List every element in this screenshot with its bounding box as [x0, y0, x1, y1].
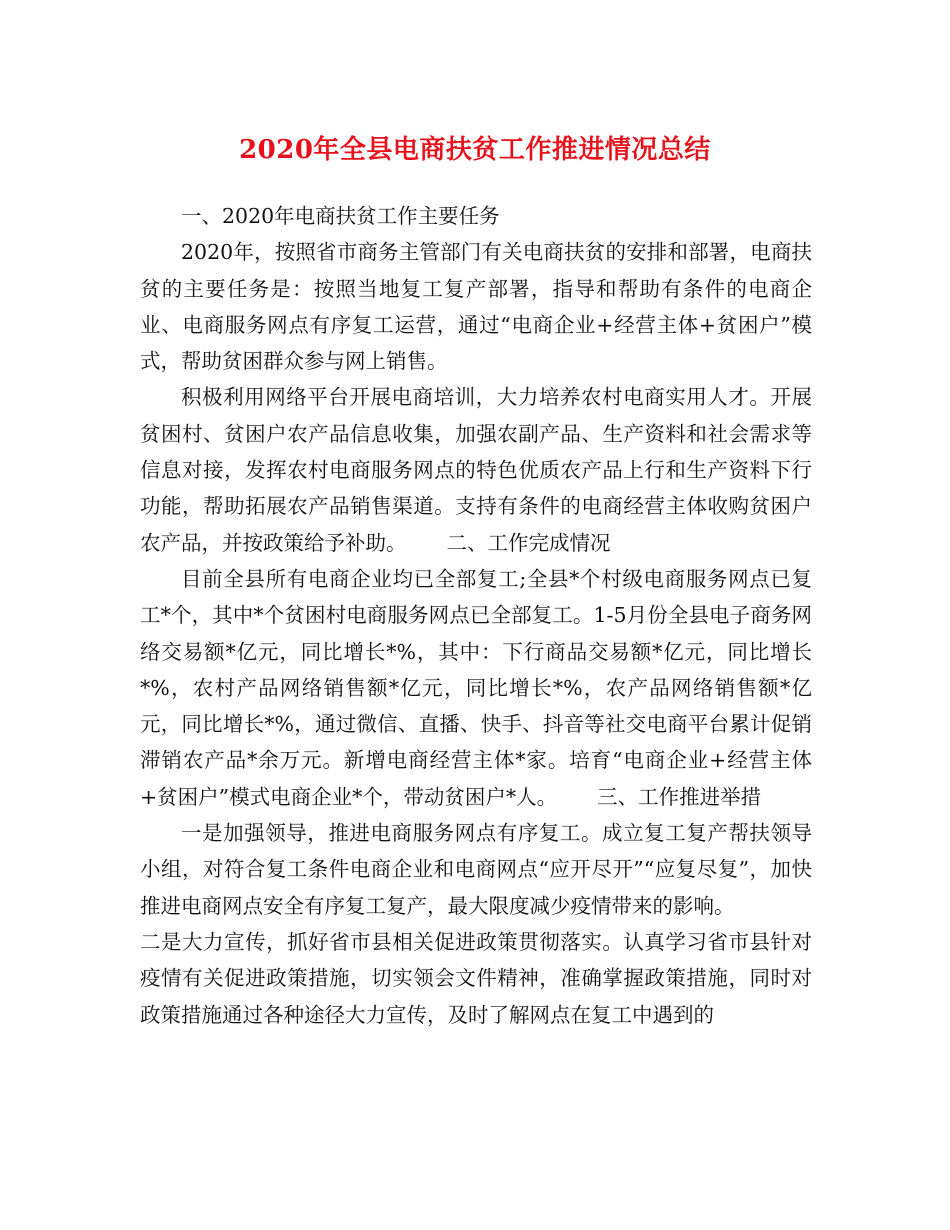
- paragraph-training: [140, 379, 812, 560]
- document-body: [140, 198, 812, 1033]
- paragraph-completion: [140, 561, 812, 815]
- paragraph-text: 2020年，按照省市商务主管部门有关电商扶贫的安排和部署，电商扶贫的主要任务是：按照当地复工复产部署，指导和帮助有条件的电商企业、电商服务网点有序复工运营，通过“电商企业+经营主体+贫困户”模式，帮助贫困群众参与网上销售。: [140, 240, 812, 374]
- paragraph-text: 一是加强领导，推进电商服务网点有序复工。成立复工复产帮扶领导小组，对符合复工条件电商企业和电商网点“应开尽开”“应复尽复”，加快推进电商网点安全有序复工复产，最大限度减少疫情带来的影响。: [140, 821, 812, 918]
- paragraph-text: 二是大力宣传，抓好省市县相关促进政策贯彻落实。认真学习省市县针对疫情有关促进政策措施，切实领会文件精神，准确掌握政策措施，同时对政策措施通过各种途径大力宣传，及时了解网点在复工中遇到的: [140, 929, 812, 1027]
- section-heading-2: 二、工作完成情况: [446, 530, 611, 555]
- paragraph-text: 一、2020年电商扶贫工作主要任务: [181, 204, 500, 228]
- paragraph-tasks: [140, 234, 812, 379]
- section-heading-1: [140, 198, 812, 234]
- paragraph-text: 目前全县所有电商企业均已全部复工;全县*个村级电商服务网点已复工*个，其中*个贫困村电商服务网点已全部复工。1-5月份全县电子商务网络交易额*亿元，同比增长*%，其中：下行商品交易额*亿元，同比增长*%，农村产品网络销售额*亿元，同比增长*%，农产品网络销售额*亿元，同比增长*%，通过微信、直播、快手、抖音等社交电商平台累计促销滞销农产品*余万元。新增电商经营主体*家。培育“电商企业+经营主体+贫困户”模式电商企业*个，带动贫困户*人。: [140, 566, 812, 809]
- section-heading-3: 三、工作推进举措: [597, 784, 762, 809]
- paragraph-measure-1: [140, 815, 812, 924]
- paragraph-text: 积极利用网络平台开展电商培训，大力培养农村电商实用人才。开展贫困村、贫困户农产品信息收集，加强农副产品、生产资料和社会需求等信息对接，发挥农村电商服务网点的特色优质农产品上行和生产资料下行功能，帮助拓展农产品销售渠道。支持有条件的电商经营主体收购贫困户农产品，并按政策给予补助。: [140, 385, 812, 555]
- document-title: 2020年全县电商扶贫工作推进情况总结: [239, 135, 711, 165]
- paragraph-measure-2: [140, 924, 812, 1033]
